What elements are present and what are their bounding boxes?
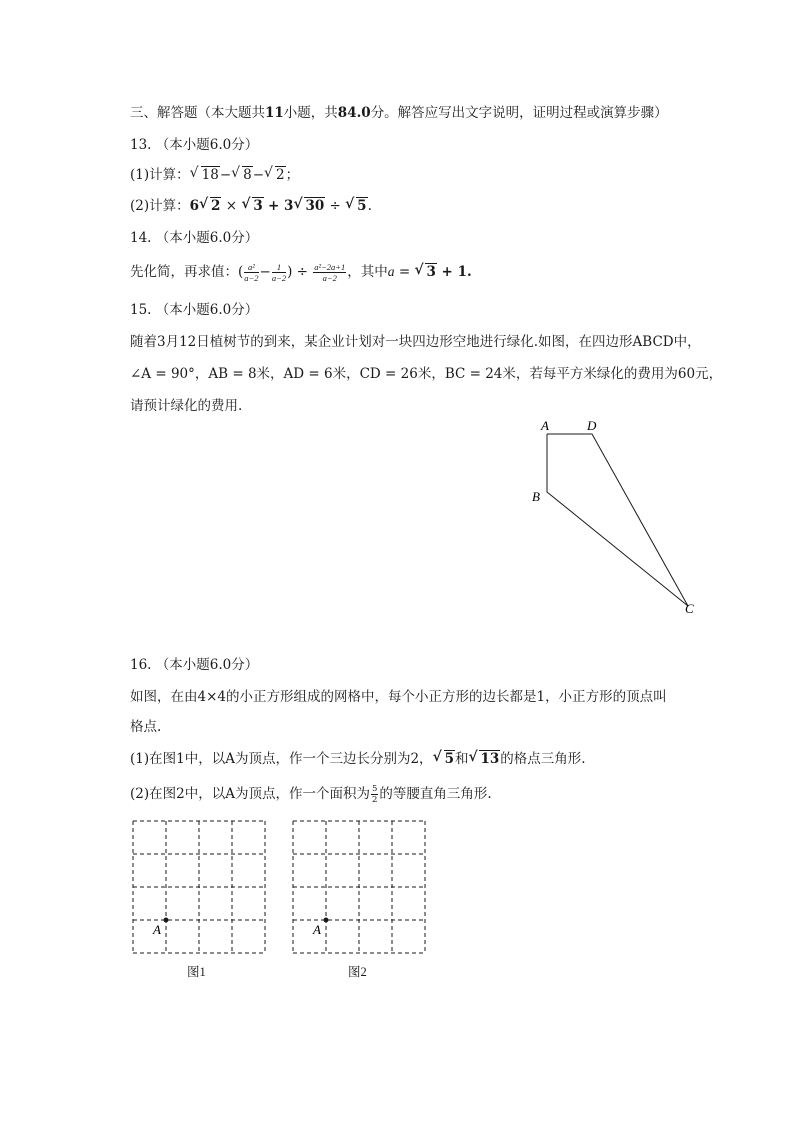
- q14-label: 先化简，再求值：(: [130, 264, 244, 280]
- q15-text-line3: 请预计绿化的费用.: [130, 398, 243, 414]
- grid2-point-a-label: A: [313, 922, 321, 937]
- q14-f1-num: a²: [244, 262, 258, 273]
- vertex-label-a: A: [541, 418, 549, 433]
- q14-header: 14. （本小题6.0分）: [130, 230, 259, 246]
- q13-p2-label: (2)计算：: [130, 198, 190, 214]
- grid2-caption: 图2: [348, 965, 367, 979]
- q16-p1-and: 和: [454, 751, 469, 767]
- grid2-point-a: [324, 918, 329, 923]
- vertex-label-d: D: [587, 418, 597, 433]
- vertex-label-c: C: [685, 601, 694, 616]
- q14-minus: −: [259, 264, 271, 280]
- q14-close-div: ) ÷: [287, 264, 308, 280]
- q16-p1-post: 的格点三角形.: [500, 751, 586, 767]
- q16-p1-radicand-2: 13: [480, 751, 500, 767]
- grid-figure-1: [130, 818, 270, 958]
- q13-p2-plus: + 3: [268, 198, 294, 214]
- quadrilateral-abcd: [547, 434, 688, 606]
- q16-part2: [130, 784, 492, 805]
- q13-p2-radicand-4: 5: [357, 198, 367, 214]
- q14-eq: =: [394, 264, 415, 280]
- q14-var: a: [387, 264, 395, 279]
- section-score: 84.0: [337, 105, 371, 121]
- q13-p1-radicand-3: 2: [276, 167, 285, 183]
- q16-p2-frac-den: 2: [371, 795, 378, 805]
- q14-f2-den: a−2: [271, 273, 287, 283]
- q16-p2-post: 的等腰直角三角形.: [379, 786, 492, 802]
- q16-text-line2: 格点.: [130, 719, 162, 735]
- q14-f1-den: a−2: [244, 273, 259, 283]
- q14-radicand: 3: [426, 264, 436, 280]
- q16-p2-frac-num: 5: [371, 784, 378, 794]
- q13-p1-label: (1)计算：: [130, 167, 190, 183]
- q14-expression: [130, 262, 472, 283]
- section-heading: [130, 103, 668, 123]
- q13-header: 13. （本小题6.0分）: [130, 137, 259, 153]
- q13-p2-end: .: [367, 198, 372, 214]
- q13-part1: [130, 165, 299, 185]
- q15-text-line1: 随着3月12日植树节的到来，某企业计划对一块四边形空地进行绿化.如图，在四边形ABCD中，: [130, 334, 701, 350]
- q13-p1-radicand-1: 18: [201, 167, 219, 183]
- q13-p2-radicand-3: 30: [305, 198, 325, 214]
- q14-f3-den: a−2: [322, 273, 337, 283]
- q13-p2-radicand-2: 3: [253, 198, 263, 214]
- q15-quadrilateral-figure: [520, 410, 720, 625]
- q14-f3-num: a²−2a+1: [314, 262, 346, 272]
- q13-p1-radicand-2: 8: [243, 167, 252, 183]
- q16-p1-radicand-1: 5: [444, 751, 454, 767]
- q16-part1: [130, 749, 586, 769]
- q13-p2-coef: 6: [189, 198, 200, 214]
- section-heading-prefix: 三、解答题（本大题共: [130, 105, 265, 121]
- q15-text-line2: ∠A = 90°，AB = 8米，AD = 6米，CD = 26米，BC = 24米，若每平方米绿化的费用为60元，: [130, 366, 723, 382]
- grid1-point-a: [164, 918, 169, 923]
- q16-header: 16. （本小题6.0分）: [130, 657, 259, 673]
- section-heading-mid: 小题，共: [283, 105, 338, 121]
- section-heading-suffix: 分。解答应写出文字说明，证明过程或演算步骤）: [370, 105, 668, 121]
- vertex-label-b: B: [532, 489, 540, 504]
- grid-figure-2: [290, 818, 430, 958]
- section-count: 11: [265, 105, 284, 121]
- q13-p1-end: ；: [285, 167, 300, 183]
- q14-plus-one: + 1.: [436, 264, 472, 280]
- q14-where: ，其中: [347, 264, 388, 280]
- q16-p1-pre: (1)在图1中，以A为顶点，作一个三边长分别为2，: [130, 751, 433, 767]
- q16-p2-pre: (2)在图2中，以A为顶点，作一个面积为: [130, 786, 370, 802]
- q15-header: 15. （本小题6.0分）: [130, 302, 259, 318]
- q13-p2-radicand-1: 2: [211, 198, 221, 214]
- q13-p2-div: ÷: [329, 198, 341, 214]
- q16-text-line1: 如图，在由4×4的小正方形组成的网格中，每个小正方形的边长都是1，小正方形的顶点叫: [130, 689, 667, 705]
- q13-p1-minus-2: −: [252, 167, 265, 183]
- grid1-point-a-label: A: [153, 922, 161, 937]
- q14-f2-num: 1: [272, 262, 286, 273]
- q13-p1-minus-1: −: [219, 167, 232, 183]
- q13-part2: [130, 196, 372, 216]
- grid1-caption: 图1: [187, 965, 206, 979]
- q13-p2-times: ×: [225, 198, 238, 214]
